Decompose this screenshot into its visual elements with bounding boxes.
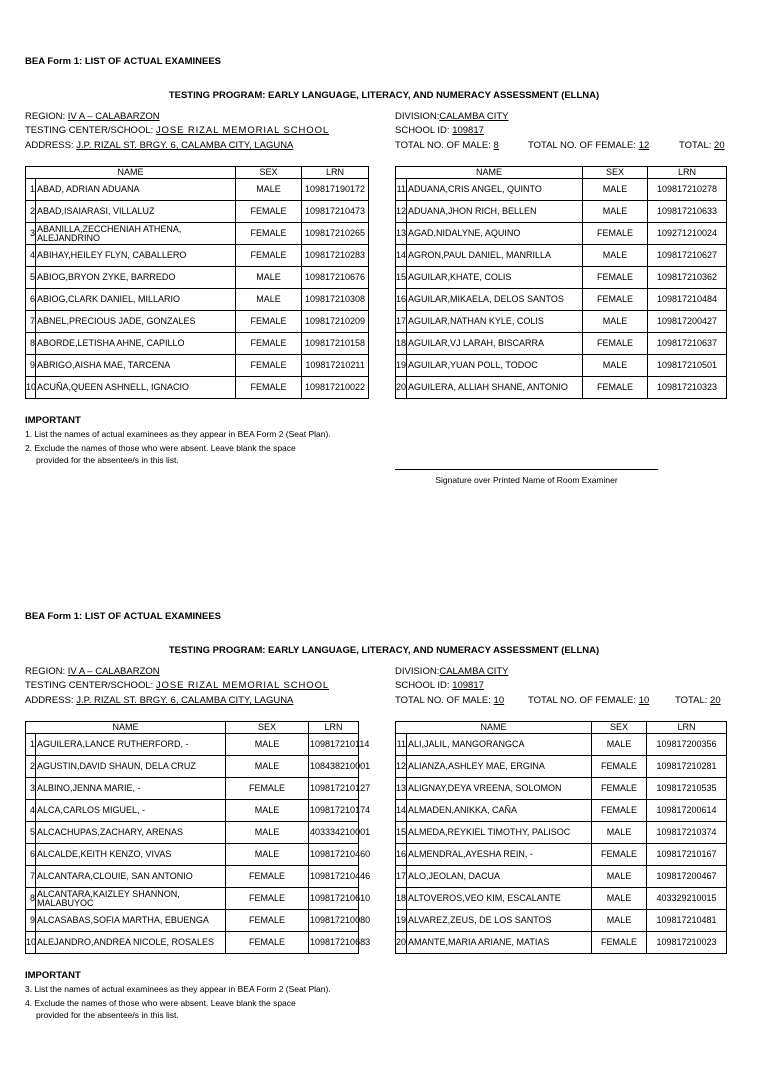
table-row bbox=[26, 866, 359, 888]
table-row bbox=[396, 910, 727, 932]
examinee-name: AGUILAR,NATHAN KYLE, COLIS bbox=[407, 311, 583, 333]
table-row bbox=[396, 734, 727, 756]
table-row bbox=[26, 179, 369, 201]
male-total-value: 8 bbox=[493, 140, 499, 151]
examinee-name: ABIHAY,HEILEY FLYN, CABALLERO bbox=[36, 245, 236, 267]
examinee-lrn: 109817210174 bbox=[309, 800, 359, 822]
row-number: 3 bbox=[26, 778, 36, 800]
row-number: 9 bbox=[26, 910, 36, 932]
table-row bbox=[396, 778, 727, 800]
row-number: 8 bbox=[26, 333, 36, 355]
examinee-name: ABAD,ISAIARASI, VILLALUZ bbox=[36, 201, 236, 223]
examinee-lrn: 109817210501 bbox=[648, 355, 727, 377]
table-row bbox=[396, 267, 727, 289]
table-row bbox=[396, 932, 727, 954]
table-row bbox=[26, 201, 369, 223]
examinee-sex: MALE bbox=[226, 756, 309, 778]
grand-total-label: TOTAL: bbox=[679, 140, 712, 151]
examinee-name: ALMENDRAL,AYESHA REIN, - bbox=[407, 844, 592, 866]
table-row bbox=[26, 333, 369, 355]
examinee-lrn: 109817210473 bbox=[302, 201, 369, 223]
table-row bbox=[26, 844, 359, 866]
examinee-sex: FEMALE bbox=[236, 333, 302, 355]
table-row bbox=[26, 245, 369, 267]
address-label: ADDRESS: bbox=[25, 695, 74, 706]
examinee-name: AGRON,PAUL DANIEL, MANRILLA bbox=[407, 245, 583, 267]
grand-total-row bbox=[675, 695, 721, 706]
important-note-1: 1. List the names of actual examinees as they appear in BEA Form 2 (Seat Plan). bbox=[25, 429, 331, 439]
school-id-row bbox=[395, 125, 484, 136]
address-value: J.P. RIZAL ST. BRGY. 6, CALAMBA CITY, LAGUNA bbox=[76, 140, 294, 151]
examinee-sex: MALE bbox=[226, 844, 309, 866]
important-note-2-cont: provided for the absentee/s in this list. bbox=[36, 455, 179, 465]
table-row bbox=[396, 223, 727, 245]
address-row bbox=[25, 695, 293, 706]
examinee-lrn: 109817210323 bbox=[648, 377, 727, 399]
name-column-header: NAME bbox=[396, 722, 592, 734]
examinee-name: AMANTE,MARIA ARIANE, MATIAS bbox=[407, 932, 592, 954]
examinee-sex: MALE bbox=[592, 888, 647, 910]
examinee-lrn: 109817210127 bbox=[309, 778, 359, 800]
name-column-header: NAME bbox=[26, 167, 236, 179]
row-number: 2 bbox=[26, 201, 36, 223]
examinee-rows bbox=[26, 179, 369, 399]
examinee-lrn: 109817210211 bbox=[302, 355, 369, 377]
examinee-lrn: 109817210308 bbox=[302, 289, 369, 311]
row-number: 20 bbox=[396, 932, 407, 954]
table-row bbox=[26, 800, 359, 822]
table-row bbox=[396, 844, 727, 866]
table-row bbox=[396, 800, 727, 822]
row-number: 1 bbox=[26, 179, 36, 201]
examinee-lrn: 109817210460 bbox=[309, 844, 359, 866]
examinee-sex: MALE bbox=[236, 289, 302, 311]
row-number: 12 bbox=[396, 201, 407, 223]
examinee-sex: FEMALE bbox=[592, 800, 647, 822]
testing-program-heading: TESTING PROGRAM: EARLY LANGUAGE, LITERACY, AND NUMERACY ASSESSMENT (ELLNA) bbox=[168, 645, 600, 656]
sex-column-header: SEX bbox=[236, 167, 302, 179]
region-label: REGION: bbox=[25, 666, 66, 677]
examinee-name: AGUSTIN,DAVID SHAUN, DELA CRUZ bbox=[36, 756, 226, 778]
lrn-column-header: LRN bbox=[648, 167, 727, 179]
examinee-sex: MALE bbox=[236, 179, 302, 201]
examinee-sex: FEMALE bbox=[226, 866, 309, 888]
examinee-name: ACUÑA,QUEEN ASHNELL, IGNACIO bbox=[36, 377, 236, 399]
testing-center-row bbox=[25, 125, 329, 136]
examinee-lrn: 109817210167 bbox=[647, 844, 727, 866]
examinee-name: ALCA,CARLOS MIGUEL, - bbox=[36, 800, 226, 822]
examinee-lrn: 403334210001 bbox=[309, 822, 359, 844]
examinee-name: ALMEDA,REYKIEL TIMOTHY, PALISOC bbox=[407, 822, 592, 844]
examinee-lrn: 109817210283 bbox=[302, 245, 369, 267]
testing-center-value: JOSE RIZAL MEMORIAL SCHOOL bbox=[155, 680, 330, 691]
female-total-row bbox=[528, 695, 649, 706]
examinee-name: ABRIGO,AISHA MAE, TARCENA bbox=[36, 355, 236, 377]
lrn-column-header: LRN bbox=[647, 722, 727, 734]
lrn-column-header: LRN bbox=[302, 167, 369, 179]
table-row bbox=[396, 311, 727, 333]
male-total-value: 10 bbox=[493, 695, 505, 706]
examinee-name: ADUANA,JHON RICH, BELLEN bbox=[407, 201, 583, 223]
examinee-sex: FEMALE bbox=[226, 888, 309, 910]
row-number: 7 bbox=[26, 866, 36, 888]
examinee-lrn: 109817210281 bbox=[647, 756, 727, 778]
form-title: BEA Form 1: LIST OF ACTUAL EXAMINEES bbox=[25, 56, 221, 67]
important-note-2: 4. Exclude the names of those who were absent. Leave blank the space bbox=[25, 998, 296, 1008]
important-note-1: 3. List the names of actual examinees as they appear in BEA Form 2 (Seat Plan). bbox=[25, 984, 331, 994]
row-number: 19 bbox=[396, 910, 407, 932]
table-row bbox=[26, 756, 359, 778]
table-row bbox=[396, 888, 727, 910]
region-label: REGION: bbox=[25, 111, 66, 122]
row-number: 13 bbox=[396, 778, 407, 800]
examinee-name: ALCANTARA,KAIZLEY SHANNON, MALABUYOC bbox=[36, 888, 226, 910]
examinee-sex: MALE bbox=[583, 179, 648, 201]
school-id-value: 109817 bbox=[452, 680, 484, 691]
male-total-row bbox=[395, 140, 499, 151]
examinee-lrn: 109817210535 bbox=[647, 778, 727, 800]
examinee-lrn: 109817210080 bbox=[309, 910, 359, 932]
examinee-lrn: 109817200614 bbox=[647, 800, 727, 822]
examinee-lrn: 108438210001 bbox=[309, 756, 359, 778]
row-number: 14 bbox=[396, 245, 407, 267]
examinee-lrn: 109817210158 bbox=[302, 333, 369, 355]
row-number: 9 bbox=[26, 355, 36, 377]
row-number: 16 bbox=[396, 844, 407, 866]
row-number: 15 bbox=[396, 822, 407, 844]
examinee-sex: MALE bbox=[226, 822, 309, 844]
row-number: 5 bbox=[26, 822, 36, 844]
signature-label: Signature over Printed Name of Room Examiner bbox=[435, 475, 618, 485]
examinee-sex: FEMALE bbox=[236, 245, 302, 267]
row-number: 19 bbox=[396, 355, 407, 377]
examinee-sex: FEMALE bbox=[583, 333, 648, 355]
examinee-table-left bbox=[25, 721, 371, 954]
examinee-lrn: 109817210265 bbox=[302, 223, 369, 245]
row-number: 12 bbox=[396, 756, 407, 778]
school-id-label: SCHOOL ID: bbox=[395, 125, 450, 136]
table-row bbox=[26, 734, 359, 756]
examinee-lrn: 109817200356 bbox=[647, 734, 727, 756]
examinee-lrn: 109817210633 bbox=[648, 201, 727, 223]
row-number: 6 bbox=[26, 844, 36, 866]
row-number: 10 bbox=[26, 377, 36, 399]
sex-column-header: SEX bbox=[226, 722, 309, 734]
testing-center-label: TESTING CENTER/SCHOOL: bbox=[25, 125, 154, 136]
row-number: 10 bbox=[26, 932, 36, 954]
address-label: ADDRESS: bbox=[25, 140, 74, 151]
table-row bbox=[396, 179, 727, 201]
table-row bbox=[26, 289, 369, 311]
examinee-sex: MALE bbox=[583, 355, 648, 377]
examinee-name: ALCALDE,KEITH KENZO, VIVAS bbox=[36, 844, 226, 866]
examinee-lrn: 109817210676 bbox=[302, 267, 369, 289]
examinee-name: AGUILERA, ALLIAH SHANE, ANTONIO bbox=[407, 377, 583, 399]
row-number: 4 bbox=[26, 245, 36, 267]
examinee-sex: MALE bbox=[226, 734, 309, 756]
examinee-lrn: 109817210610 bbox=[309, 888, 359, 910]
examinee-name: ALIGNAY,DEYA VREENA, SOLOMON bbox=[407, 778, 592, 800]
sex-column-header: SEX bbox=[592, 722, 647, 734]
examinee-lrn: 109817210446 bbox=[309, 866, 359, 888]
row-number: 17 bbox=[396, 866, 407, 888]
examinee-table-right bbox=[395, 721, 727, 954]
examinee-name: AGUILAR,YUAN POLL, TODOC bbox=[407, 355, 583, 377]
region-value: IV A – CALABARZON bbox=[67, 666, 160, 677]
examinee-lrn: 109817210209 bbox=[302, 311, 369, 333]
male-total-label: TOTAL NO. OF MALE: bbox=[395, 140, 491, 151]
table-row bbox=[26, 377, 369, 399]
examinee-lrn: 109817200427 bbox=[648, 311, 727, 333]
division-row bbox=[395, 111, 509, 122]
testing-center-label: TESTING CENTER/SCHOOL: bbox=[25, 680, 154, 691]
examinee-lrn: 109817210023 bbox=[647, 932, 727, 954]
examinee-name: ALCACHUPAS,ZACHARY, ARENAS bbox=[36, 822, 226, 844]
important-note-2-cont: provided for the absentee/s in this list. bbox=[36, 1010, 179, 1020]
table-row bbox=[26, 910, 359, 932]
table-row bbox=[396, 333, 727, 355]
examinee-sex: FEMALE bbox=[583, 289, 648, 311]
school-id-label: SCHOOL ID: bbox=[395, 680, 450, 691]
examinee-name: AGUILERA,LANCE RUTHERFORD, - bbox=[36, 734, 226, 756]
school-id-row bbox=[395, 680, 484, 691]
name-column-header: NAME bbox=[396, 167, 583, 179]
examinee-sex: MALE bbox=[583, 201, 648, 223]
table-row bbox=[396, 355, 727, 377]
examinee-sex: FEMALE bbox=[592, 932, 647, 954]
table-row bbox=[26, 822, 359, 844]
row-number: 6 bbox=[26, 289, 36, 311]
important-note-2: 2. Exclude the names of those who were absent. Leave blank the space bbox=[25, 443, 296, 453]
examinee-sex: FEMALE bbox=[236, 311, 302, 333]
examinee-sex: FEMALE bbox=[592, 778, 647, 800]
examinee-rows bbox=[26, 734, 371, 954]
female-total-row bbox=[528, 140, 649, 151]
examinee-sex: MALE bbox=[583, 245, 648, 267]
examinee-lrn: 109817210484 bbox=[648, 289, 727, 311]
examinee-name: ABIOG,CLARK DANIEL, MILLARIO bbox=[36, 289, 236, 311]
examinee-sex: MALE bbox=[592, 822, 647, 844]
examinee-name: ALCANTARA,CLOUIE, SAN ANTONIO bbox=[36, 866, 226, 888]
male-total-row bbox=[395, 695, 504, 706]
row-number: 7 bbox=[26, 311, 36, 333]
examinee-lrn: 403329210015 bbox=[647, 888, 727, 910]
table-header-row bbox=[396, 167, 727, 179]
row-number: 5 bbox=[26, 267, 36, 289]
examinee-table-left bbox=[25, 166, 369, 399]
table-row bbox=[26, 778, 359, 800]
row-number: 3 bbox=[26, 223, 36, 245]
examinee-rows bbox=[396, 179, 727, 399]
division-label: DIVISION: bbox=[395, 111, 440, 122]
row-number: 17 bbox=[396, 311, 407, 333]
table-header-row bbox=[26, 722, 359, 734]
row-number: 18 bbox=[396, 333, 407, 355]
table-row bbox=[26, 932, 359, 954]
examinee-sex: FEMALE bbox=[226, 932, 309, 954]
table-row bbox=[26, 267, 369, 289]
examinee-lrn: 109817210022 bbox=[302, 377, 369, 399]
signature-line bbox=[395, 469, 658, 470]
female-total-label: TOTAL NO. OF FEMALE: bbox=[528, 695, 637, 706]
examinee-sex: FEMALE bbox=[583, 377, 648, 399]
examinee-name: ABAD, ADRIAN ADUANA bbox=[36, 179, 236, 201]
examinee-lrn: 109817210481 bbox=[647, 910, 727, 932]
examinee-name: AGUILAR,VJ LARAH, BISCARRA bbox=[407, 333, 583, 355]
male-total-label: TOTAL NO. OF MALE: bbox=[395, 695, 491, 706]
form-title: BEA Form 1: LIST OF ACTUAL EXAMINEES bbox=[25, 611, 221, 622]
female-total-value: 12 bbox=[638, 140, 650, 151]
row-number: 20 bbox=[396, 377, 407, 399]
row-number: 11 bbox=[396, 734, 407, 756]
important-heading: IMPORTANT bbox=[25, 970, 81, 981]
address-row bbox=[25, 140, 293, 151]
table-row bbox=[26, 223, 369, 245]
name-column-header: NAME bbox=[26, 722, 226, 734]
row-number: 1 bbox=[26, 734, 36, 756]
form-page-1 bbox=[0, 0, 768, 520]
row-number: 8 bbox=[26, 888, 36, 910]
row-number: 2 bbox=[26, 756, 36, 778]
examinee-name: ABORDE,LETISHA AHNE, CAPILLO bbox=[36, 333, 236, 355]
table-row bbox=[396, 866, 727, 888]
examinee-name: ALVAREZ,ZEUS, DE LOS SANTOS bbox=[407, 910, 592, 932]
examinee-lrn: 109817210683 bbox=[309, 932, 359, 954]
table-row bbox=[396, 201, 727, 223]
row-number: 4 bbox=[26, 800, 36, 822]
examinee-name: AGUILAR,KHATE, COLIS bbox=[407, 267, 583, 289]
division-value: CALAMBA CITY bbox=[439, 111, 509, 122]
examinee-name: ABIOG,BRYON ZYKE, BARREDO bbox=[36, 267, 236, 289]
examinee-name: ABNEL,PRECIOUS JADE, GONZALES bbox=[36, 311, 236, 333]
region-row bbox=[25, 111, 160, 122]
region-row bbox=[25, 666, 160, 677]
examinee-lrn: 109271210024 bbox=[648, 223, 727, 245]
address-value: J.P. RIZAL ST. BRGY. 6, CALAMBA CITY, LAGUNA bbox=[76, 695, 294, 706]
examinee-name: ALMADEN,ANIKKA, CAÑA bbox=[407, 800, 592, 822]
row-number: 13 bbox=[396, 223, 407, 245]
examinee-lrn: 109817210278 bbox=[648, 179, 727, 201]
school-id-value: 109817 bbox=[452, 125, 484, 136]
examinee-sex: FEMALE bbox=[226, 910, 309, 932]
table-row bbox=[26, 355, 369, 377]
table-row bbox=[396, 377, 727, 399]
grand-total-row bbox=[679, 140, 725, 151]
examinee-rows bbox=[396, 734, 727, 954]
table-row bbox=[396, 822, 727, 844]
examinee-sex: FEMALE bbox=[236, 201, 302, 223]
examinee-name: ALTOVEROS,VEO KIM, ESCALANTE bbox=[407, 888, 592, 910]
division-value: CALAMBA CITY bbox=[439, 666, 509, 677]
grand-total-value: 20 bbox=[710, 695, 721, 706]
examinee-name: AGAD,NIDALYNE, AQUINO bbox=[407, 223, 583, 245]
examinee-sex: MALE bbox=[226, 800, 309, 822]
examinee-sex: FEMALE bbox=[236, 377, 302, 399]
important-heading: IMPORTANT bbox=[25, 415, 81, 426]
grand-total-label: TOTAL: bbox=[675, 695, 708, 706]
examinee-lrn: 109817210362 bbox=[648, 267, 727, 289]
examinee-sex: MALE bbox=[592, 910, 647, 932]
examinee-lrn: 109817200467 bbox=[647, 866, 727, 888]
table-row bbox=[396, 756, 727, 778]
form-page-2 bbox=[0, 555, 768, 1075]
examinee-sex: FEMALE bbox=[236, 223, 302, 245]
examinee-name: ALI,JALIL, MANGORANGCA bbox=[407, 734, 592, 756]
division-row bbox=[395, 666, 509, 677]
female-total-value: 10 bbox=[638, 695, 650, 706]
examinee-sex: FEMALE bbox=[226, 778, 309, 800]
testing-program-heading: TESTING PROGRAM: EARLY LANGUAGE, LITERACY, AND NUMERACY ASSESSMENT (ELLNA) bbox=[168, 90, 600, 101]
examinee-name: AGUILAR,MIKAELA, DELOS SANTOS bbox=[407, 289, 583, 311]
examinee-sex: FEMALE bbox=[583, 223, 648, 245]
examinee-sex: MALE bbox=[583, 311, 648, 333]
row-number: 18 bbox=[396, 888, 407, 910]
grand-total-value: 20 bbox=[714, 140, 725, 151]
row-number: 14 bbox=[396, 800, 407, 822]
examinee-name: ALO,JEOLAN, DACUA bbox=[407, 866, 592, 888]
row-number: 11 bbox=[396, 179, 407, 201]
examinee-table-right bbox=[395, 166, 727, 399]
lrn-column-header: LRN bbox=[309, 722, 359, 734]
sex-column-header: SEX bbox=[583, 167, 648, 179]
table-header-row bbox=[26, 167, 369, 179]
examinee-lrn: 109817210114 bbox=[309, 734, 359, 756]
examinee-lrn: 109817210374 bbox=[647, 822, 727, 844]
examinee-sex: FEMALE bbox=[592, 756, 647, 778]
row-number: 16 bbox=[396, 289, 407, 311]
examinee-lrn: 109817210637 bbox=[648, 333, 727, 355]
table-row bbox=[26, 311, 369, 333]
examinee-sex: FEMALE bbox=[236, 355, 302, 377]
table-row bbox=[396, 245, 727, 267]
examinee-lrn: 109817190172 bbox=[302, 179, 369, 201]
examinee-name: ALEJANDRO,ANDREA NICOLE, ROSALES bbox=[36, 932, 226, 954]
table-row bbox=[396, 289, 727, 311]
table-row bbox=[26, 888, 359, 910]
examinee-name: ADUANA,CRIS ANGEL, QUINTO bbox=[407, 179, 583, 201]
examinee-lrn: 109817210627 bbox=[648, 245, 727, 267]
examinee-name: ALBINO,JENNA MARIE, - bbox=[36, 778, 226, 800]
row-number: 15 bbox=[396, 267, 407, 289]
examinee-sex: MALE bbox=[236, 267, 302, 289]
examinee-name: ABANILLA,ZECCHENIAH ATHENA, ALEJANDRINO bbox=[36, 223, 236, 245]
examinee-sex: MALE bbox=[592, 734, 647, 756]
testing-center-value: JOSE RIZAL MEMORIAL SCHOOL bbox=[155, 125, 330, 136]
examinee-sex: FEMALE bbox=[592, 844, 647, 866]
region-value: IV A – CALABARZON bbox=[67, 111, 160, 122]
examinee-name: ALIANZA,ASHLEY MAE, ERGINA bbox=[407, 756, 592, 778]
examinee-sex: FEMALE bbox=[583, 267, 648, 289]
female-total-label: TOTAL NO. OF FEMALE: bbox=[528, 140, 637, 151]
examinee-name: ALCASABAS,SOFIA MARTHA, EBUENGA bbox=[36, 910, 226, 932]
testing-center-row bbox=[25, 680, 329, 691]
division-label: DIVISION: bbox=[395, 666, 440, 677]
examinee-sex: MALE bbox=[592, 866, 647, 888]
table-header-row bbox=[396, 722, 727, 734]
